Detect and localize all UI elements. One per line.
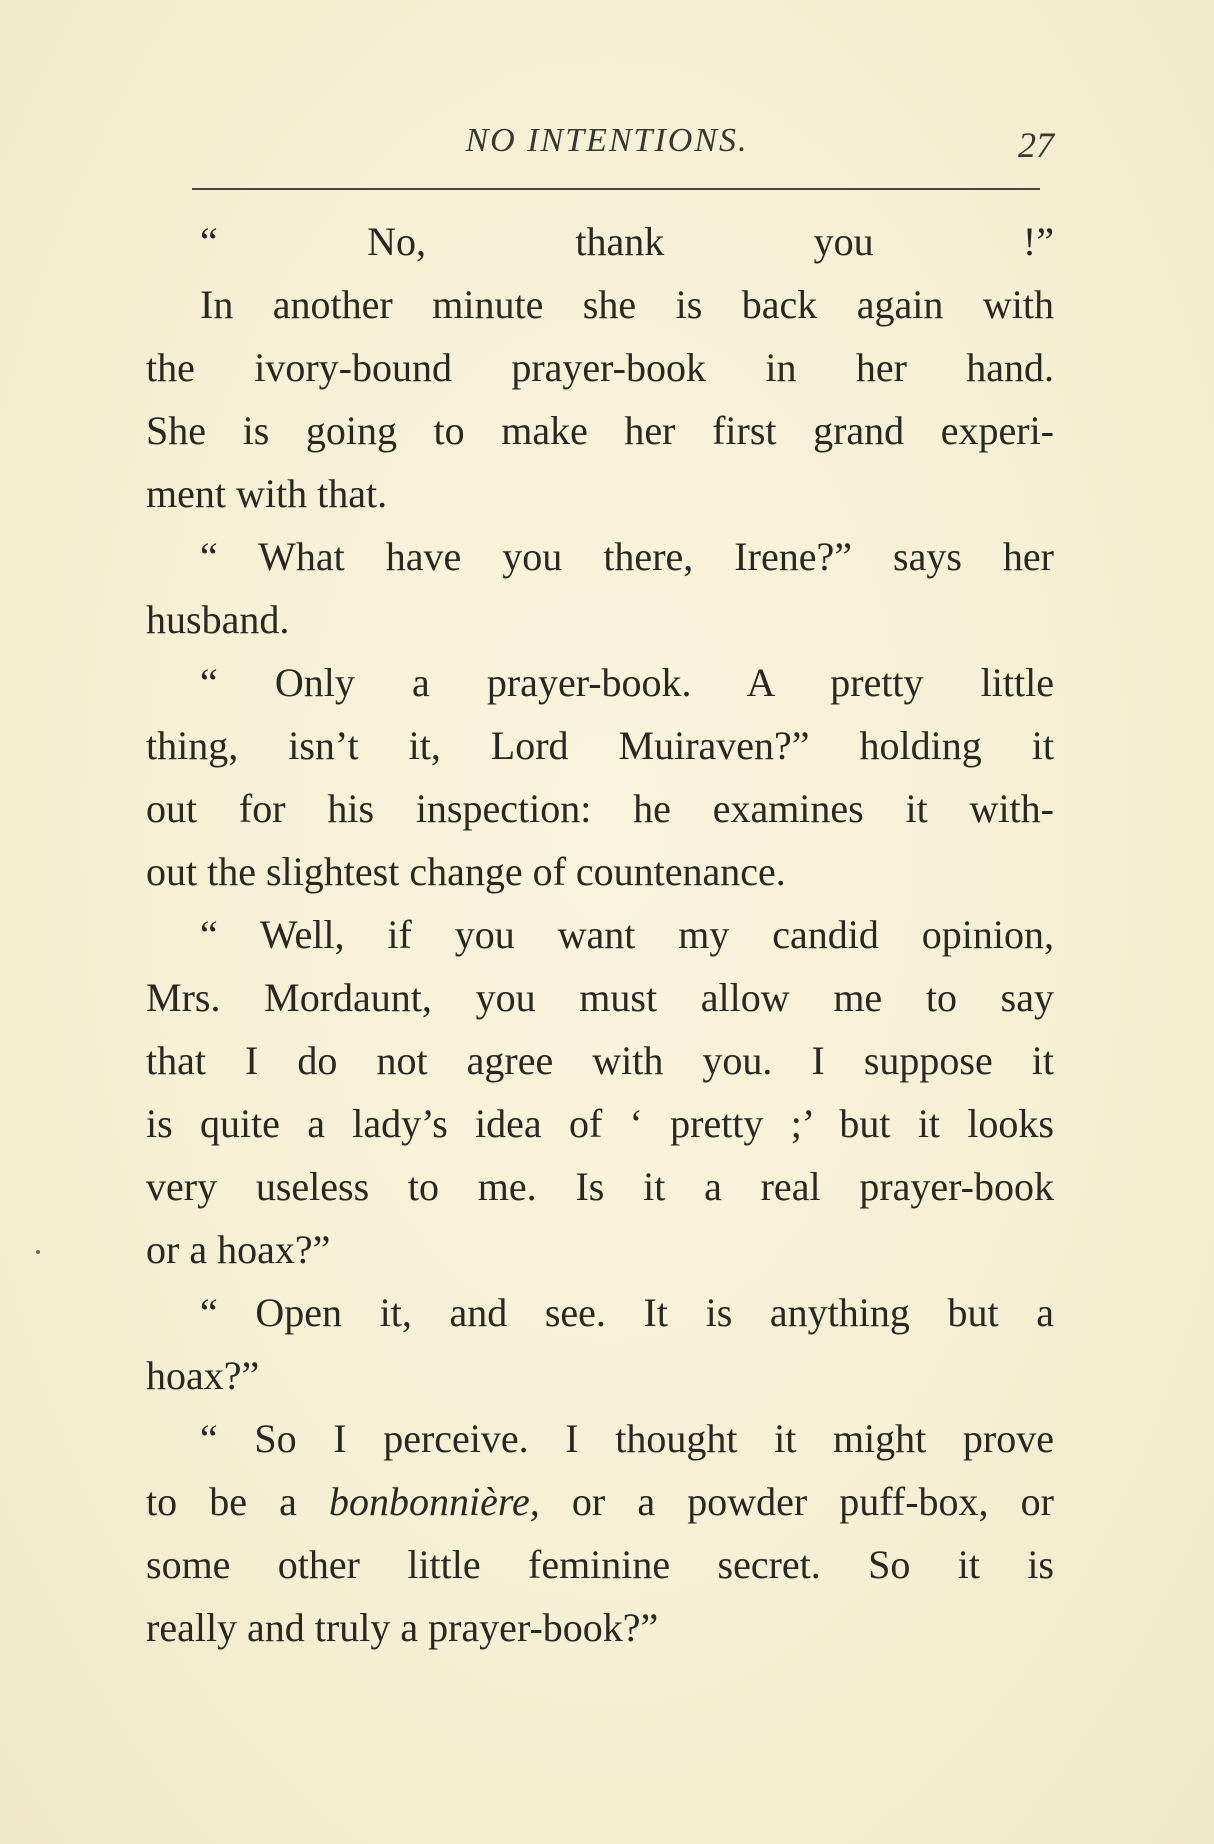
text-line: She is going to make her first grand experi- xyxy=(146,408,1054,453)
body-text xyxy=(146,210,1054,1659)
ink-speck xyxy=(36,1250,40,1254)
text-line: hoax?” xyxy=(146,1353,260,1398)
text-line: or a hoax?” xyxy=(146,1227,331,1272)
text-line: “ No, thank you !” xyxy=(200,219,1054,264)
running-head xyxy=(0,118,1214,168)
text-line: very useless to me. Is it a real prayer-book xyxy=(146,1164,1054,1209)
text-line: thing, isn’t it, Lord Muiraven?” holding it xyxy=(146,723,1054,768)
text-line: “ Only a prayer-book. A pretty little xyxy=(200,660,1054,705)
text-line: “ Open it, and see. It is anything but a xyxy=(200,1290,1054,1335)
text-line: husband. xyxy=(146,597,290,642)
text-line: is quite a lady’s idea of ‘ pretty ;’ but it looks xyxy=(146,1101,1054,1146)
text-line: that I do not agree with you. I suppose it xyxy=(146,1038,1054,1083)
text-line: “ So I perceive. I thought it might prove xyxy=(200,1416,1054,1461)
text-line: “ Well, if you want my candid opinion, xyxy=(200,912,1054,957)
text-line: some other little feminine secret. So it is xyxy=(146,1542,1054,1587)
text-line: ment with that. xyxy=(146,471,388,516)
text-line: “ What have you there, Irene?” says her xyxy=(200,534,1054,579)
text-line: out the slightest change of countenance. xyxy=(146,849,786,894)
header-rule xyxy=(192,188,1040,190)
text-line: to be a bonbonnière, or a powder puff-box, or xyxy=(146,1479,1055,1524)
italic-word: bonbonnière, xyxy=(329,1479,540,1524)
text-line: out for his inspection: he examines it with- xyxy=(146,786,1054,831)
text-line: really and truly a prayer-book?” xyxy=(146,1605,659,1650)
page-number: 27 xyxy=(1018,125,1054,165)
text-line: Mrs. Mordaunt, you must allow me to say xyxy=(146,975,1054,1020)
running-title: NO INTENTIONS. xyxy=(465,122,749,159)
text-line: In another minute she is back again with xyxy=(200,282,1054,327)
text-line: the ivory-bound prayer-book in her hand. xyxy=(146,345,1054,390)
